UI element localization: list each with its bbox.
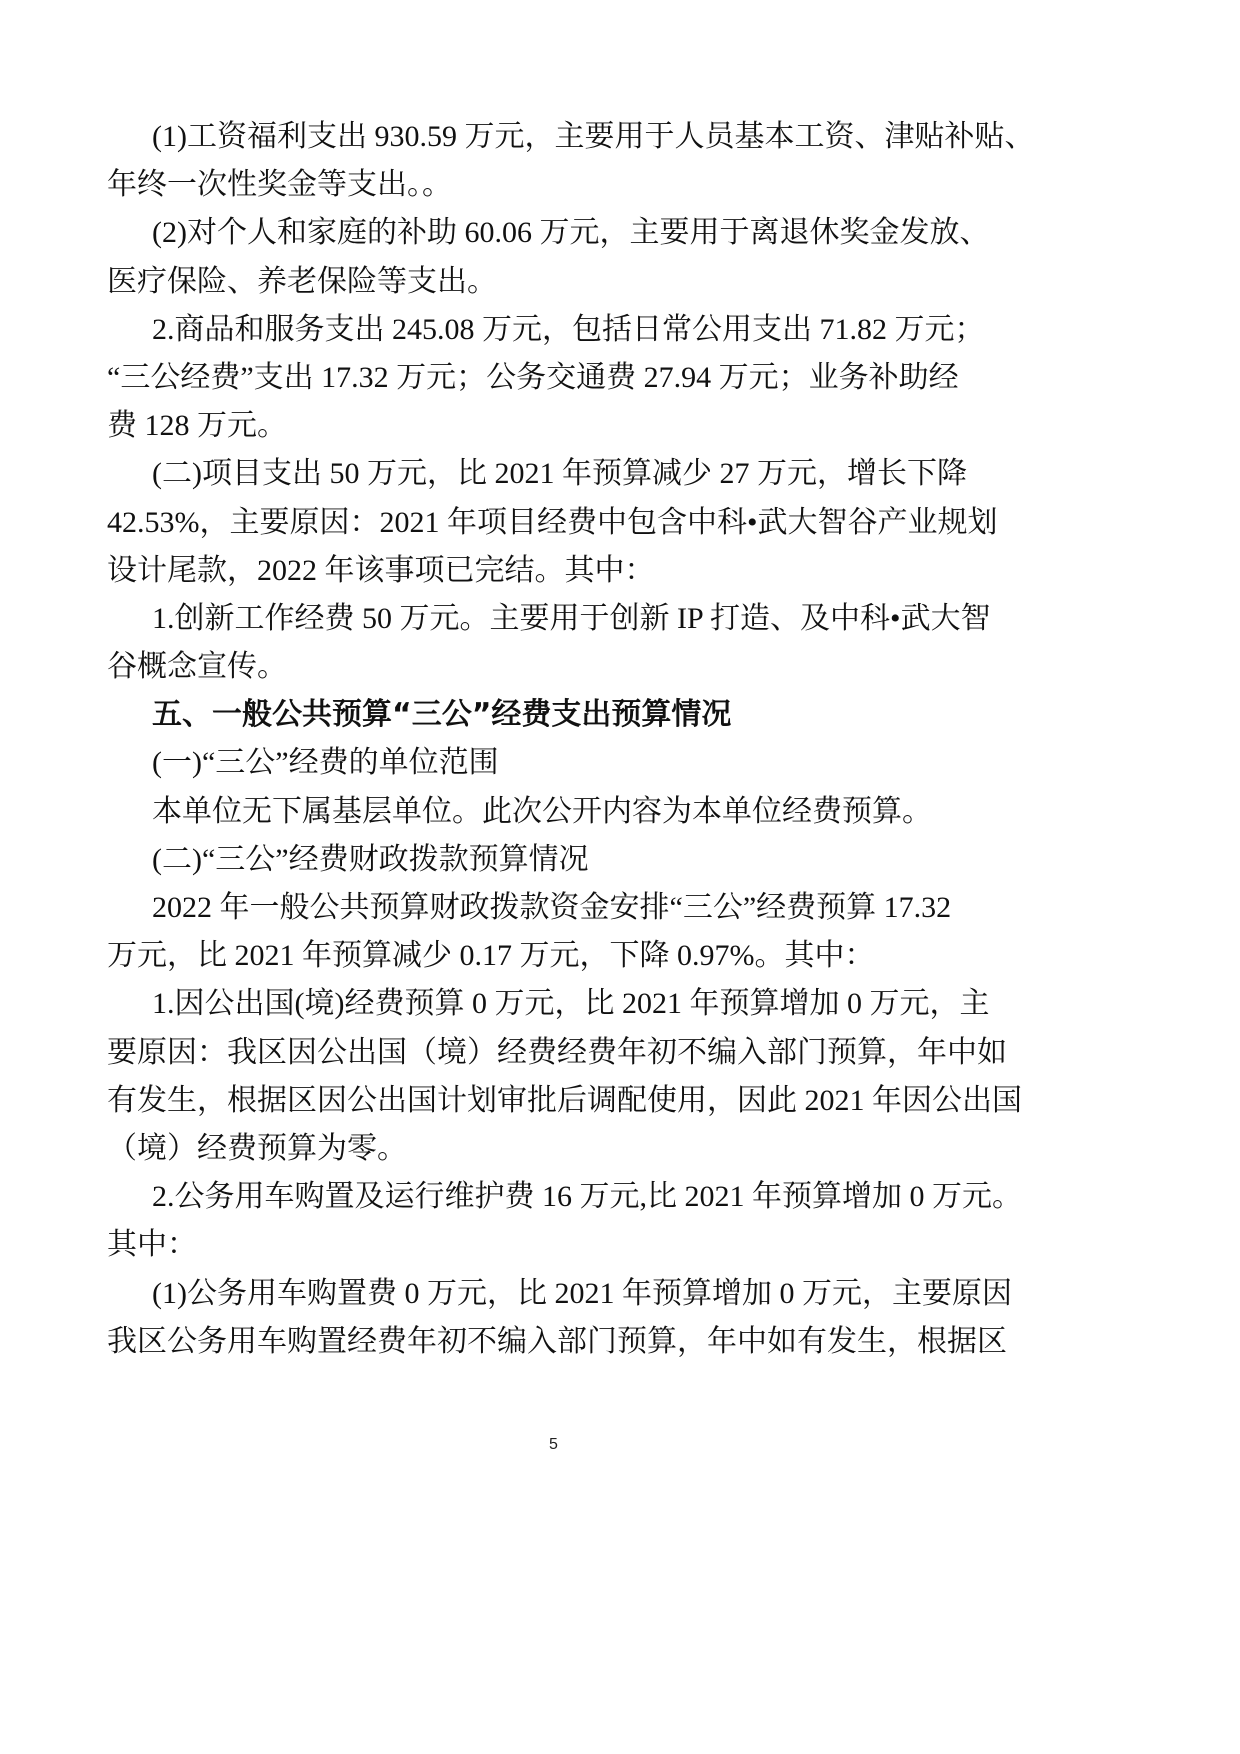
paragraph-goods-services: [107, 306, 1107, 451]
paragraph-three-public-budget: [107, 884, 1107, 980]
paragraph-line: 2.公务用车购置及运行维护费 16 万元,比 2021 年预算增加 0 万元。: [152, 1180, 1022, 1214]
paragraph-line: 其中：: [107, 1228, 197, 1262]
document-body: [107, 113, 1107, 1366]
paragraph-line: “三公经费”支出 17.32 万元；公务交通费 27.94 万元；业务补助经: [107, 360, 959, 394]
paragraph-line: 万元，比 2021 年预算减少 0.17 万元，下降 0.97%。其中：: [107, 939, 875, 973]
paragraph-line: 有发生，根据区因公出国计划审批后调配使用，因此 2021 年因公出国: [107, 1083, 1022, 1117]
paragraph-scope: [107, 788, 1107, 836]
paragraph-household-subsidy: [107, 209, 1107, 305]
paragraph-line: 2.商品和服务支出 245.08 万元，包括日常公用支出 71.82 万元；: [152, 312, 985, 346]
paragraph-wage-welfare: [107, 113, 1107, 209]
paragraph-line: 1.因公出国(境)经费预算 0 万元，比 2021 年预算增加 0 万元，主: [152, 987, 990, 1021]
paragraph-line: 费 128 万元。: [107, 409, 287, 443]
section-heading: [107, 691, 1107, 739]
paragraph-line: 设计尾款，2022 年该事项已完结。其中：: [107, 553, 655, 587]
paragraph-line: 我区公务用车购置经费年初不编入部门预算，年中如有发生，根据区: [107, 1324, 1007, 1358]
paragraph-line: (二)项目支出 50 万元，比 2021 年预算减少 27 万元，增长下降: [152, 457, 967, 491]
paragraph-line: （境）经费预算为零。: [107, 1131, 407, 1165]
paragraph-overseas-travel: [107, 980, 1107, 1173]
paragraph-line: (2)对个人和家庭的补助 60.06 万元，主要用于离退休奖金发放、: [152, 216, 990, 250]
paragraph-line: 谷概念宣传。: [107, 650, 287, 684]
paragraph-line: (一)“三公”经费的单位范围: [152, 746, 499, 780]
subsection-heading-budget: [107, 836, 1107, 884]
paragraph-line: 年终一次性奖金等支出。。: [107, 168, 452, 202]
paragraph-line: 医疗保险、养老保险等支出。: [107, 264, 497, 298]
paragraph-line: 要原因：我区因公出国（境）经费经费年初不编入部门预算，年中如: [107, 1035, 1007, 1069]
page-number: 5: [549, 1436, 558, 1453]
paragraph-official-vehicles: [107, 1173, 1107, 1269]
paragraph-line: 42.53%，主要原因：2021 年项目经费中包含中科•武大智谷产业规划: [107, 505, 998, 539]
paragraph-innovation-funds: [107, 595, 1107, 691]
paragraph-line: 本单位无下属基层单位。此次公开内容为本单位经费预算。: [152, 794, 932, 828]
paragraph-project-expenditure: [107, 450, 1107, 595]
section-heading-text: 五、一般公共预算“三公”经费支出预算情况: [152, 697, 732, 733]
paragraph-line: 2022 年一般公共预算财政拨款资金安排“三公”经费预算 17.32: [152, 891, 952, 924]
subsection-heading-scope: [107, 739, 1107, 787]
paragraph-line: 1.创新工作经费 50 万元。主要用于创新 IP 打造、及中科•武大智: [152, 601, 991, 635]
paragraph-line: (二)“三公”经费财政拨款预算情况: [152, 842, 589, 876]
paragraph-vehicle-purchase: [107, 1270, 1107, 1366]
paragraph-line: (1)公务用车购置费 0 万元，比 2021 年预算增加 0 万元，主要原因: [152, 1276, 1012, 1310]
paragraph-line: (1)工资福利支出 930.59 万元，主要用于人员基本工资、津贴补贴、: [152, 120, 1035, 153]
